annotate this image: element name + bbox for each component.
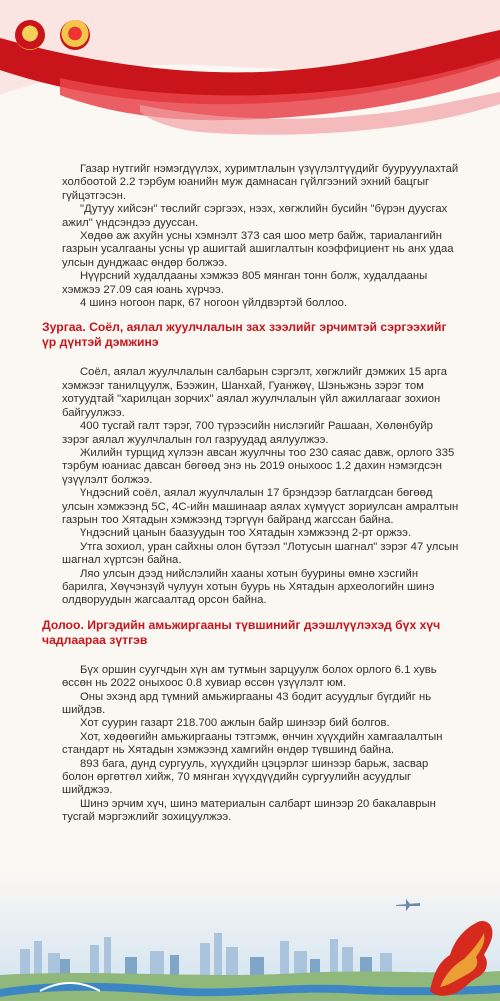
airplane-icon — [396, 899, 420, 911]
intro-paragraph: Нүүрсний худалдааны хэмжээ 805 мянган тонн болж, худалдааны хэмжээ 27.09 сая юань хүрчээ. — [62, 270, 428, 296]
section-heading-seven: Долоо. Иргэдийн амьжиргааны түвшинийг дээшлүүлэхэд бүх хүч чадлаараа зүтгэв — [42, 617, 441, 647]
section-paragraph: Шинэ эрчим хүч, шинэ материалын салбарт шинээр 20 бакалаврын тусгай мэргэжлийг зохицуулжээ. — [62, 797, 436, 824]
section-paragraph: Бүх оршин суугчдын хүн ам тутмын зарцуулж болох орлого 6.1 хувь өссөн нь 2022 оныхоос 0.8 хувиар өссөн үзүүлэлт юм. — [62, 663, 437, 690]
section-heading-six: Зургаа. Соёл, аялал жуулчлалын зах зээлийг эрчимтэй сэргээхийг үр дүнтэй дэмжинэ — [42, 320, 447, 350]
section-paragraph: Хот суурин газарт 218.700 ажлын байр шинээр бий болгов. — [80, 717, 390, 730]
map-silhouette-icon — [420, 911, 500, 1001]
footer-illustration — [0, 871, 500, 1001]
cppcc-emblem-icon — [60, 20, 90, 50]
section-paragraph: Ляо улсын дээд нийслэлийн хааны хотын буурины өмнө хэсгийн барилга, Хөүчэнзүй чулуун хотын буурь нь Хятадын археологийн шинэ олдворуудын жагсаалтад орсон байна. — [62, 567, 435, 607]
intro-section — [62, 163, 460, 310]
section-paragraph: Хот, хөдөөгийн амьжиргааны тэтгэмж, өнчин хүүхдийн хамгаалалтын стандарт нь Хятадын хэмжээнд хамгийн өндөр түвшинд байна. — [62, 730, 443, 757]
header-banner — [0, 0, 500, 150]
section-paragraph: 893 бага, дунд сургууль, хүүхдийн цэцэрлэг шинээр барьж, засвар болон өргөтгөл хийж, 70 мянган хүүхдүүдийн сургуулийн асуудлыг шийджээ. — [62, 757, 429, 797]
section-paragraph: Утга зохиол, уран сайхны олон бүтээл "Лотусын шагнал" зэрэг 47 улсын шагнал хүртсэн байна. — [62, 540, 459, 567]
section-six-body — [62, 366, 460, 607]
national-emblem-icon — [15, 20, 45, 50]
intro-paragraph: Газар нутгийг нэмэгдүүлэх, хуримтлалын үзүүлэлтүүдийг буурууулахтай холбоотой 2.2 тэрбум юанийн муж дамнасан гүйлгээний эхний бацгыг гүйцэтгэсэн. — [62, 163, 459, 202]
intro-paragraph: Хөдөө аж ахуйн усны хэмнэлт 373 сая шоо метр байж, тариалангийн газрын усалгааны усны үр ашигтай ашиглалтын коэффициент нь анх удаа улсын дунджаас өндөр болжээ. — [62, 230, 454, 269]
intro-paragraph: "Дутуу хийсэн" төслийг сэргээх, нээх, хөгжлийн бусийн "бүрэн дуусгах ажил" үндсэндээ дууссан. — [62, 203, 448, 229]
section-paragraph: Жилийн турщид хүлээн авсан жуулчны тоо 230 саяас давж, орлого 335 тэрбум юаниас давсан бөгөөд энэ нь 2019 оныхоос 1.2 дахин нэмэгдсэн үзүүлэлт болжээ. — [62, 446, 455, 486]
section-paragraph: Үндэсний соёл, аялал жуулчлалын 17 брэндээр батлагдсан бөгөөд улсын хэмжээнд 5С, 4С-ийн машинаар аялах хүмүүст зориулсан амралтын газрын тоо Хятадын хэмжээнд тэргүүн байранд жагссан байна. — [62, 487, 459, 526]
section-paragraph: Үндэсний цанын баазуудын тоо Хятадын хэмжээнд 2-рт оржээ. — [80, 527, 412, 540]
section-paragraph: 400 тусгай галт тэрэг, 700 түрээсийн нислэгийг Рашаан, Хөлөнбуйр зэрэг аялал жуулчлалын гол газруудад аялуулжээ. — [62, 420, 433, 446]
section-paragraph: Соёл, аялал жуулчлалын салбарын сэргэлт, хөгжлийг дэмжих 15 арга хэмжээг танилцуулж, Бээжин, Шанхай, Гуанжөү, Шэньжэнь зэрэг том хотуудтай "харилцан зорчих" аялал жуулчлалын үйл ажиллагааг зохион байгуулжээ. — [62, 366, 447, 419]
article-body — [42, 163, 460, 825]
section-paragraph: Оны эхэнд ард түмний амьжиргааны 43 бодит асуудлыг бүгдийг нь шийдэв. — [62, 690, 432, 716]
intro-paragraph: 4 шинэ ногоон парк, 67 ногоон үйлдвэртэй боллоо. — [80, 297, 348, 310]
section-seven-body — [62, 664, 460, 825]
